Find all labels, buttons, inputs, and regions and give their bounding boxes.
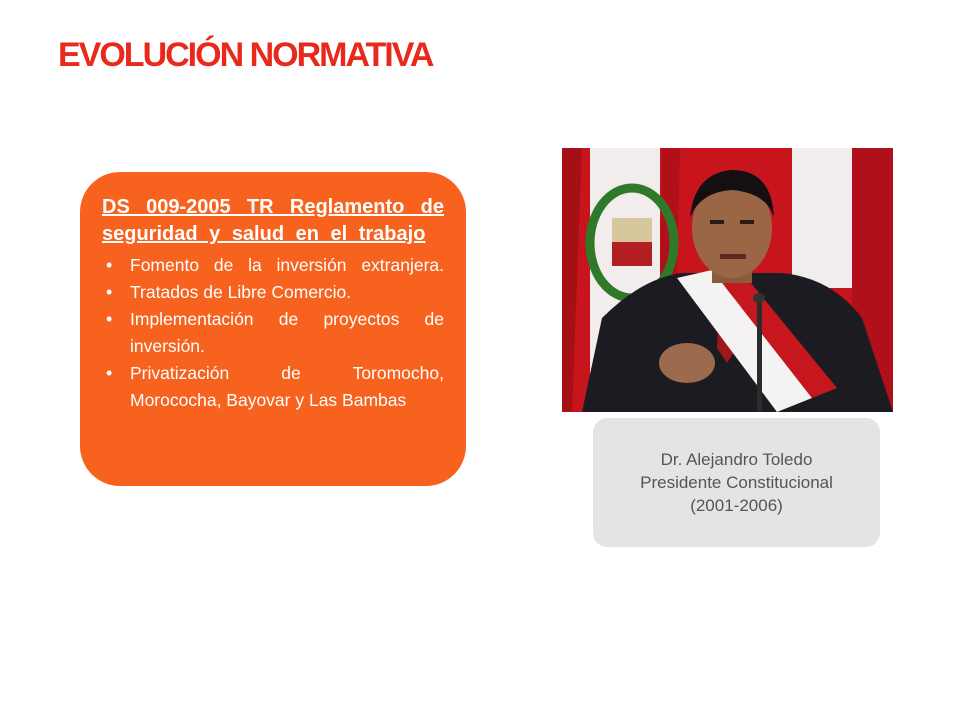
bullet-item: • Tratados de Libre Comercio. xyxy=(102,279,444,306)
bullet-item: • Fomento de la inversión extranjera. xyxy=(102,252,444,279)
portrait-photo xyxy=(562,148,893,412)
photo-caption: Dr. Alejandro Toledo Presidente Constitucional (2001-2006) xyxy=(640,450,833,515)
bullet-item: • Implementación de proyectos de inversión. xyxy=(102,306,444,360)
bullet-list xyxy=(102,252,444,414)
orange-content-box xyxy=(80,172,466,486)
slide-title: EVOLUCIÓN NORMATIVA xyxy=(58,36,433,74)
box-heading-line2: seguridad y salud en el trabajo xyxy=(102,223,426,245)
box-heading-line1: DS 009-2005 TR Reglamento de xyxy=(102,196,444,218)
bullet-item: • Privatización de Toromocho, Morococha, Bayovar y Las Bambas xyxy=(102,360,444,414)
caption-box xyxy=(593,418,880,547)
